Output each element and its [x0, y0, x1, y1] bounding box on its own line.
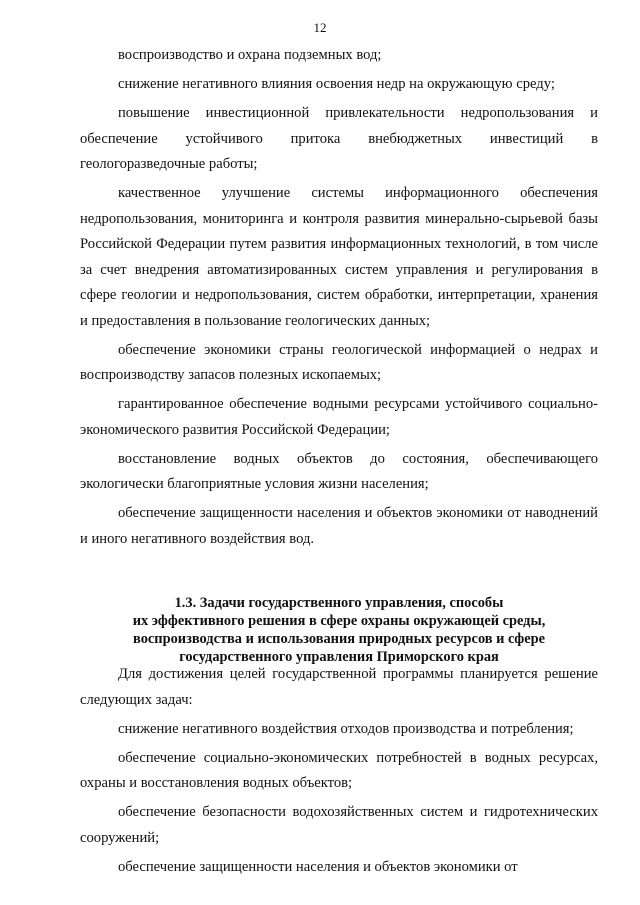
paragraph: обеспечение безопасности водохозяйственных систем и гидротехнических сооружений;	[80, 804, 598, 846]
paragraph: воспроизводство и охрана подземных вод;	[118, 47, 382, 63]
page-number: 12	[313, 20, 327, 35]
body-text-top	[80, 43, 598, 556]
paragraph: Для достижения целей государственной программы планируется решение следующих задач:	[80, 666, 598, 708]
section-heading	[80, 594, 598, 666]
body-text-bottom	[80, 662, 598, 884]
section-heading-line: государственного управления Приморского края	[179, 649, 499, 665]
paragraph: обеспечение защищенности населения и объектов экономики от	[118, 858, 518, 875]
paragraph: обеспечение экономики страны геологической информацией о недрах и воспроизводству запасов полезных ископаемых;	[80, 341, 598, 383]
paragraph: снижение негативного воздействия отходов производства и потребления;	[118, 720, 574, 737]
paragraph: качественное улучшение системы информационного обеспечения недропользования, мониторинга и контроля развития минерально-сырьевой базы Российской Федерации путем развития информационных технологий, в том числе за счет внедрения автоматизированных систем управления и регулирования в сфере геологии и недропользования, систем обработки, интерпретации, хранения и предоставления в пользование геологических данных;	[80, 185, 598, 329]
section-heading-line: 1.3. Задачи государственного управления, способы	[174, 595, 504, 611]
section-heading-line: их эффективного решения в сфере охраны окружающей среды,	[132, 613, 546, 629]
paragraph: гарантированное обеспечение водными ресурсами устойчивого социально-экономического развития Российской Федерации;	[80, 396, 598, 438]
paragraph: повышение инвестиционной привлекательности недропользования и обеспечение устойчивого притока внебюджетных инвестиций в геологоразведочные работы;	[80, 105, 598, 172]
paragraph: обеспечение социально-экономических потребностей в водных ресурсах, охраны и восстановления водных объектов;	[80, 749, 598, 791]
paragraph: снижение негативного влияния освоения недр на окружающую среду;	[118, 76, 555, 92]
paragraph: обеспечение защищенности населения и объектов экономики от наводнений и иного негативного воздействия вод.	[80, 505, 598, 547]
section-heading-line: воспроизводства и использования природных ресурсов и сфере	[133, 631, 545, 647]
paragraph: восстановление водных объектов до состояния, обеспечивающего экологически благоприятные условия жизни населения;	[80, 450, 598, 492]
